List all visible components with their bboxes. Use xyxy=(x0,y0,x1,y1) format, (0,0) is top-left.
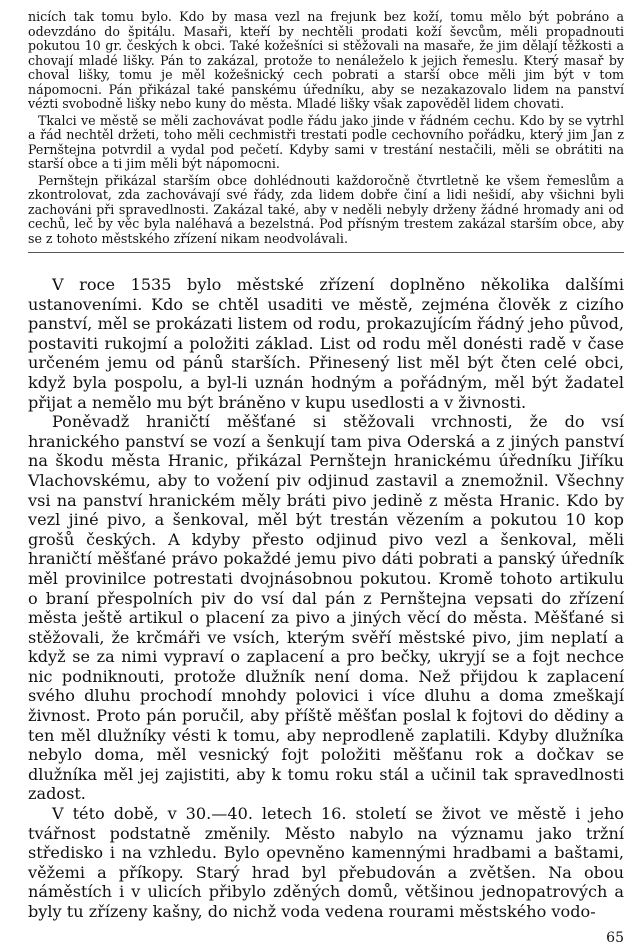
section-divider xyxy=(28,252,624,253)
small-paragraph-2: Tkalci ve městě se měli zachovávat podle řádu jako jinde v řádném cechu. Kdo by se vytrhl a řád nechtěl držeti, toho měli cechmistři trestati podle cechovního pořádku, který jim Jan z Pernštejna potvrdil a vydal pod pečetí. Kdyby sami v trestání nestačili, měli se obrátiti na starší obce a ti jim měli být nápomocni. xyxy=(28,112,624,171)
main-paragraph-1: V roce 1535 bylo městské zřízení doplněno několika dalšími ustanoveními. Kdo se chtěl usaditi ve městě, zejména člověk z cizího panství, měl se prokázati listem od rodu, prokazujícím řádný jeho původ, postaviti rukojmí a položiti základ. List od rodu měl donésti radě v čase určeném jemu od pánů starších. Přinesený list měl být čten celé obci, když byla pospolu, a byl-li uznán hodným a pořádným, měl být žadatel přijat a nemělo mu být bráněno v kupu usedlosti a v živnosti. xyxy=(28,275,624,412)
main-text-section xyxy=(28,275,624,922)
book-page xyxy=(28,10,624,946)
main-paragraph-2: Poněvadž hraničtí měšťané si stěžovali vrchnosti, že do vsí hranického panství se vozí a šenkují tam piva Oderská a z jiných panství na škodu města Hranic, přikázal Pernštejn hranickému úředníku Jiříku Vlachovskému, aby to vožení piv odjinud zastavil a znemožnil. Všechny vsi na panství hranickém měly bráti pivo jedině z města Hranic. Kdo by vezl jiné pivo, a šenkoval, měl být trestán vězením a pokutou 10 kop grošů českých. A kdyby přesto odjinud pivo vezl a šenkoval, měli hraničtí měšťané právo pokaždé jemu pivo dáti pobrati a panský úředník měl provinilce potrestati dvojnásobnou pokutou. Kromě tohoto artikulu o braní přespolních piv do vsí dal pán z Pernštejna vepsati do zřízení města ještě artikul o placení za pivo a jiných věcí do města. Měšťané si stěžovali, že krčmáři ve vsích, kterým svěří městské pivo, jim neplatí a když se za nimi vypraví o zaplacení a pro bečky, ukryjí se a fojt nechce nic podniknouti, protože dlužník není doma. Než přijdou k zaplacení svého dluhu prochodí mnohdy polovici i více dluhu a doma zmeškají živnost. Proto pán poručil, aby příště měšťan poslal k fojtovi do dědiny a ten měl dlužníky vésti k tomu, aby neprodleně zaplatili. Kdyby dlužníka nebylo doma, měl vesnický fojt položiti měšťanu rok a dočkav se dlužníka měl jej zajistiti, aby k tomu roku stál a učinil tak spravedlnosti zadost. xyxy=(28,412,624,804)
small-paragraph-3: Pernštejn přikázal starším obce dohlédnouti každoročně čtvrtletně ke všem řemeslům a zkontrolovat, zda zachovávají své řády, zda lidem dobře činí a lidi nešidí, aby všichni byli zachováni při spravedlnosti. Zakázal také, aby v neděli nebyly drženy žádné hromady ani od cechů, leč by věc byla naléhavá a bezelstná. Pod přísným trestem zakázal starším obce, aby se z tohoto městského zřízení nikam neodvolávali. xyxy=(28,172,624,246)
main-paragraph-3: V této době, v 30.—40. letech 16. století se život ve městě i jeho tvářnost podstatně změnily. Město nabylo na významu jako tržní středisko i na vzhledu. Bylo opevněno kamennými hradbami a baštami, věžemi a příkopy. Starý hrad byl přebudován a zvětšen. Na obou náměstích i v ulicích přibylo zděných domů, většinou jednopatrových a byly tu zřízeny kašny, do nichž voda vedena rourami městského vodo- xyxy=(28,804,624,921)
page-number: 65 xyxy=(606,930,624,946)
small-paragraph-1: nicích tak tomu bylo. Kdo by masa vezl na frejunk bez koží, tomu mělo být pobráno a odevzdáno do špitálu. Masaři, kteří by nechtěli prodati koží ševcům, měli propadnouti pokutou 10 gr. českých k obci. Také kožešníci si stěžovali na masaře, že jim dělají těžkosti a chovají mladé lišky. Pán to zakázal, protože to nenáleželo k jejich řemeslu. Který masař by choval lišky, tomu je měl kožešnický cech pobrati a starší obce měli jim být v tom nápomocni. Pán přikázal také panskému úředníku, aby se nezakazovalo lidem na panství vézti svobodně lišky nebo kuny do města. Mladé lišky však zapověděl lidem chovati. xyxy=(28,9,624,111)
small-print-section xyxy=(28,10,624,246)
